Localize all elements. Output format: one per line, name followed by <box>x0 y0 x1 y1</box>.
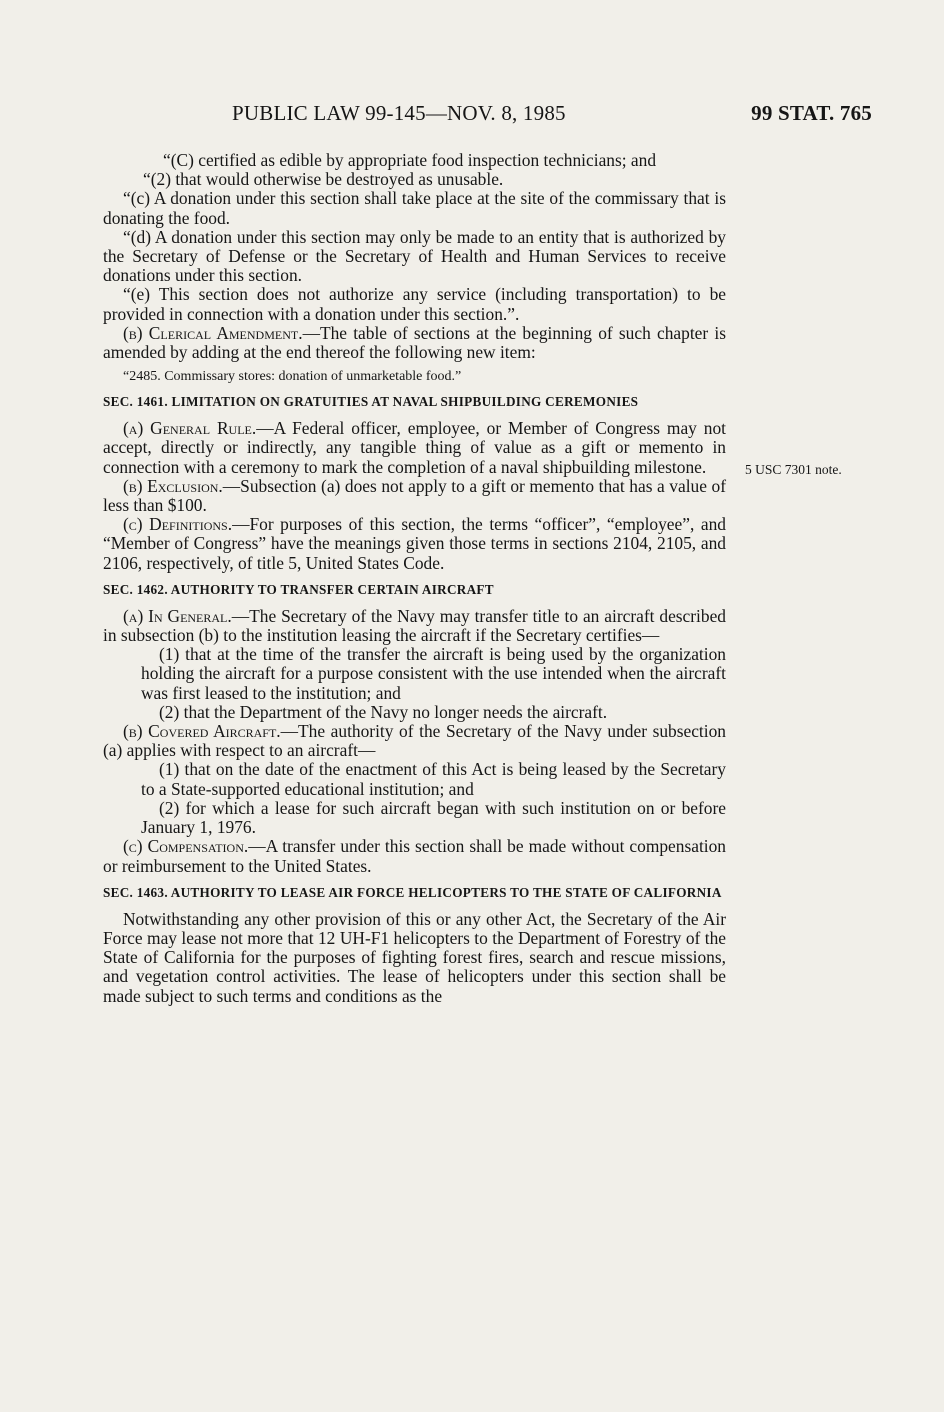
paragraph <box>103 324 726 362</box>
paragraph-text: —A Federal officer, employee, or Member of Congress may not accept, directly or indirectly, any tangible thing of value as a gift or memento in connection with a ceremony to mark the completion of a naval shipbuilding milestone. <box>103 418 726 477</box>
paragraph <box>103 477 726 515</box>
paragraph-text: —For purposes of this section, the terms “officer”, “employee”, and “Member of Congress” have the meanings given those terms in sections 2104, 2105, and 2106, respectively, of title 5, United States Code. <box>103 514 726 573</box>
paragraph: “(c) A donation under this section shall take place at the site of the commissary that is donating the food. <box>103 188 726 228</box>
paragraph <box>103 419 726 477</box>
paragraph <box>103 515 726 573</box>
amendment-item: “2485. Commissary stores: donation of unmarketable food.” <box>123 369 462 385</box>
header-stat-citation: 99 STAT. 765 <box>751 101 872 125</box>
paragraph: (1) that at the time of the transfer the aircraft is being used by the organization holding the aircraft for a purpose consistent with the use intended when the aircraft was first leased to the institution; and <box>141 644 726 703</box>
paragraph <box>103 722 726 760</box>
paragraph-heading: (b) Clerical Amendment. <box>123 322 303 343</box>
paragraph: Notwithstanding any other provision of this or any other Act, the Secretary of the Air Force may lease not more that 12 UH-F1 helicopters to the Department of Forestry of the State of California for the purposes of fighting forest fires, search and rescue missions, and vegetation control activities. The lease of helicopters under this section shall be made subject to such terms and conditions as the <box>103 908 726 1006</box>
paragraph-heading: (b) Covered Aircraft. <box>123 721 281 742</box>
paragraph: “(e) This section does not authorize any service (including transportation) to be provided in connection with a donation under this section.”. <box>103 284 726 324</box>
paragraph-text: —The table of sections at the beginning of such chapter is amended by adding at the end thereof the following new item: <box>103 322 726 363</box>
paragraph-text: —Subsection (a) does not apply to a gift or memento that has a value of less than $100. <box>103 475 726 516</box>
paragraph: (1) that on the date of the enactment of this Act is being leased by the Secretary to a State-supported educational institution; and <box>141 759 726 799</box>
paragraph: “(2) that would otherwise be destroyed as unusable. <box>143 169 504 190</box>
section-heading-1463: SEC. 1463. AUTHORITY TO LEASE AIR FORCE HELICOPTERS TO THE STATE OF CALIFORNIA <box>103 884 722 900</box>
paragraph <box>103 837 726 875</box>
section-heading-1462: SEC. 1462. AUTHORITY TO TRANSFER CERTAIN AIRCRAFT <box>103 581 494 597</box>
paragraph <box>103 607 726 645</box>
paragraph: “(d) A donation under this section may only be made to an entity that is authorized by the Secretary of Defense or the Secretary of Health and Human Services to receive donations under this section. <box>103 226 726 286</box>
paragraph-text: —The Secretary of the Navy may transfer title to an aircraft described in subsection (b) to the institution leasing the aircraft if the Secretary certifies— <box>103 605 727 646</box>
paragraph-heading: (a) General Rule. <box>123 418 257 439</box>
paragraph-heading: (c) Compensation. <box>123 836 249 857</box>
paragraph-text: —A transfer under this section shall be made without compensation or reimbursement to the United States. <box>103 836 726 876</box>
document-body <box>103 151 726 1006</box>
paragraph: “(C) certified as edible by appropriate food inspection technicians; and <box>163 150 657 170</box>
paragraph-heading: (c) Definitions. <box>123 514 233 535</box>
paragraph: (2) for which a lease for such aircraft began with such institution on or before January 1, 1976. <box>141 797 726 838</box>
margin-note: 5 USC 7301 note. <box>745 462 842 477</box>
paragraph-text: —The authority of the Secretary of the Navy under subsection (a) applies with respect to an aircraft— <box>103 721 726 761</box>
header-title: PUBLIC LAW 99-145—NOV. 8, 1985 <box>232 101 566 125</box>
paragraph: (2) that the Department of the Navy no longer needs the aircraft. <box>159 701 608 722</box>
paragraph-heading: (b) Exclusion. <box>123 475 223 496</box>
paragraph-heading: (a) In General. <box>123 605 232 626</box>
section-heading-1461: SEC. 1461. LIMITATION ON GRATUITIES AT NAVAL SHIPBUILDING CEREMONIES <box>103 394 639 410</box>
